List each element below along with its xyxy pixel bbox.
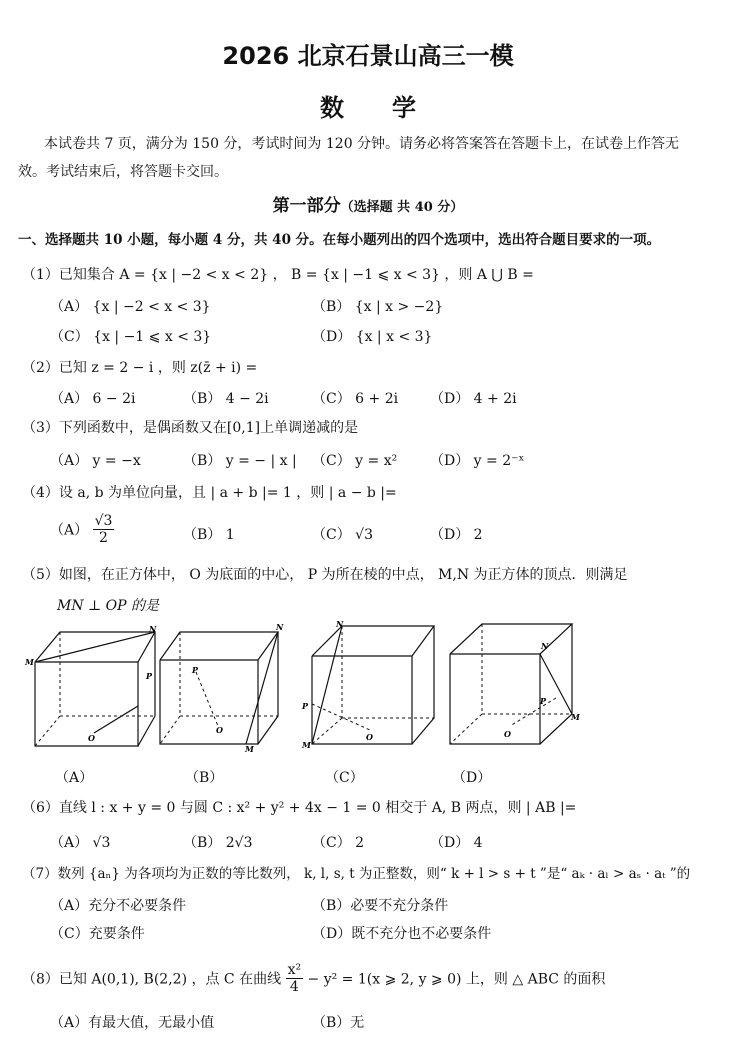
q5-stem-line-1: （5）如图，在正方体中， O 为底面的中心， P 为所在棱的中点， M,N 为正方体的顶点．则满足 — [22, 567, 628, 583]
part-title: 第一部分 — [272, 196, 341, 216]
q5-label-b: （B） — [185, 770, 224, 786]
q2-option-d: （D） 4 + 2i — [430, 391, 517, 407]
q4-stem: （4）设 a, b 为单位向量，且 | a + b |= 1 ，则 | a − b |= — [22, 485, 397, 501]
q1-stem: （1）已知集合 A = {x | −2 < x < 2} ， B = {x | −1 ⩽ x < 3} ，则 A ⋃ B = — [22, 267, 534, 283]
q6-option-c: （C） 2 — [312, 835, 365, 851]
fig-b-label-p: P — [192, 665, 199, 675]
fig-b-label-o: O — [216, 725, 223, 735]
intro-line-1: 本试卷共 7 页，满分为 150 分，考试时间为 120 分钟。请务必将答案答在答题卡上，在试卷上作答无 — [44, 136, 680, 152]
q5-figure-b — [150, 620, 290, 760]
q8-stem-pre: （8）已知 A(0,1), B(2,2) ，点 C 在曲线 — [22, 971, 282, 988]
q7-stem: （7）数列 {aₙ} 为各项均为正数的等比数列， k, l, s, t 为正整数，则“ k + l > s + t ”是“ aₖ · aₗ > aₛ · aₜ ”的 — [22, 866, 691, 882]
q8-fraction — [286, 962, 304, 995]
q5-label-d: （D） — [452, 770, 492, 786]
subject-title: 数 学 — [320, 94, 416, 122]
q5-figure-d — [440, 620, 590, 760]
q7-option-c: （C）充要条件 — [50, 926, 145, 942]
fig-d-label-o: O — [504, 729, 511, 739]
part-subtitle: （选择题 共 40 分） — [340, 200, 464, 215]
q4-option-b: （B） 1 — [183, 527, 235, 543]
q1-option-d: （D） {x | x < 3} — [312, 329, 433, 345]
section-instruction: 一、选择题共 10 小题，每小题 4 分，共 40 分。在每小题列出的四个选项中，选出符合题目要求的一项。 — [18, 232, 661, 248]
q6-option-a: （A） √3 — [50, 835, 111, 851]
fig-d-label-p: P — [540, 696, 547, 706]
q3-option-c: （C） y = x² — [312, 453, 398, 469]
q8-fraction-denominator: 4 — [289, 979, 299, 996]
q6-stem: （6）直线 l : x + y = 0 与圆 C : x² + y² + 4x − 1 = 0 相交于 A, B 两点，则 | AB |= — [22, 800, 577, 816]
q7-option-d: （D）既不充分也不必要条件 — [312, 926, 492, 942]
q4-option-a-denominator: 2 — [99, 530, 108, 547]
q8-option-b: （B）无 — [312, 1015, 365, 1031]
q5-figure-c — [300, 620, 440, 760]
fig-d-label-m: M — [571, 712, 580, 722]
exam-title: 2026 北京石景山高三一模 — [222, 42, 514, 70]
fig-c-label-o: O — [366, 732, 373, 742]
q4-option-a-fraction — [93, 513, 115, 546]
q2-option-c: （C） 6 + 2i — [312, 391, 399, 407]
q4-option-a-label: （A） — [50, 522, 89, 539]
q2-stem: （2）已知 z = 2 − i ，则 z(z̄ + i) = — [22, 360, 258, 376]
fig-c-label-n: N — [336, 619, 344, 629]
q8-fraction-numerator: x² — [287, 962, 302, 978]
q6-option-b: （B） 2√3 — [183, 835, 253, 851]
q3-stem: （3）下列函数中，是偶函数又在[0,1]上单调递减的是 — [22, 420, 359, 436]
q7-option-a: （A）充分不必要条件 — [50, 898, 187, 914]
q7-option-b: （B）必要不充分条件 — [312, 898, 449, 914]
q5-label-c: （C） — [325, 770, 364, 786]
fig-b-label-m: M — [245, 744, 254, 754]
q4-option-d: （D） 2 — [430, 527, 483, 543]
fig-a-label-n: N — [149, 624, 157, 634]
fig-c-label-m: M — [302, 740, 311, 750]
q3-option-b: （B） y = − | x | — [183, 453, 297, 469]
q5-figure-a — [20, 622, 160, 762]
fig-c-label-p: P — [302, 701, 309, 711]
q4-option-a-numerator: √3 — [94, 513, 113, 529]
q5-label-a: （A） — [55, 770, 94, 786]
q3-option-d: （D） y = 2⁻ˣ — [430, 453, 525, 469]
part-heading — [0, 191, 736, 216]
q1-option-b: （B） {x | x > −2} — [312, 299, 444, 315]
fig-a-label-o: O — [88, 733, 95, 743]
q6-option-d: （D） 4 — [430, 835, 483, 851]
q5-stem-line-2: MN ⊥ OP 的是 — [57, 598, 159, 614]
q2-option-b: （B） 4 − 2i — [183, 391, 269, 407]
q4-option-a — [50, 513, 114, 546]
fig-d-label-n: N — [541, 641, 549, 651]
q1-option-c: （C） {x | −1 ⩽ x < 3} — [50, 329, 212, 345]
fig-b-label-n: N — [276, 622, 284, 632]
q1-option-a: （A） {x | −2 < x < 3} — [50, 299, 211, 315]
fig-a-label-p: P — [146, 671, 153, 681]
fig-a-label-m: M — [25, 657, 34, 667]
q3-option-a: （A） y = −x — [50, 453, 141, 469]
intro-line-2: 效。考试结束后，将答题卡交回。 — [18, 164, 228, 180]
q8-option-a: （A）有最大值，无最小值 — [50, 1015, 215, 1031]
q2-option-a: （A） 6 − 2i — [50, 391, 136, 407]
q4-option-c: （C） √3 — [312, 527, 373, 543]
q8-stem-post: − y² = 1(x ⩾ 2, y ⩾ 0) 上，则 △ ABC 的面积 — [307, 971, 606, 988]
q8-stem — [22, 962, 605, 995]
